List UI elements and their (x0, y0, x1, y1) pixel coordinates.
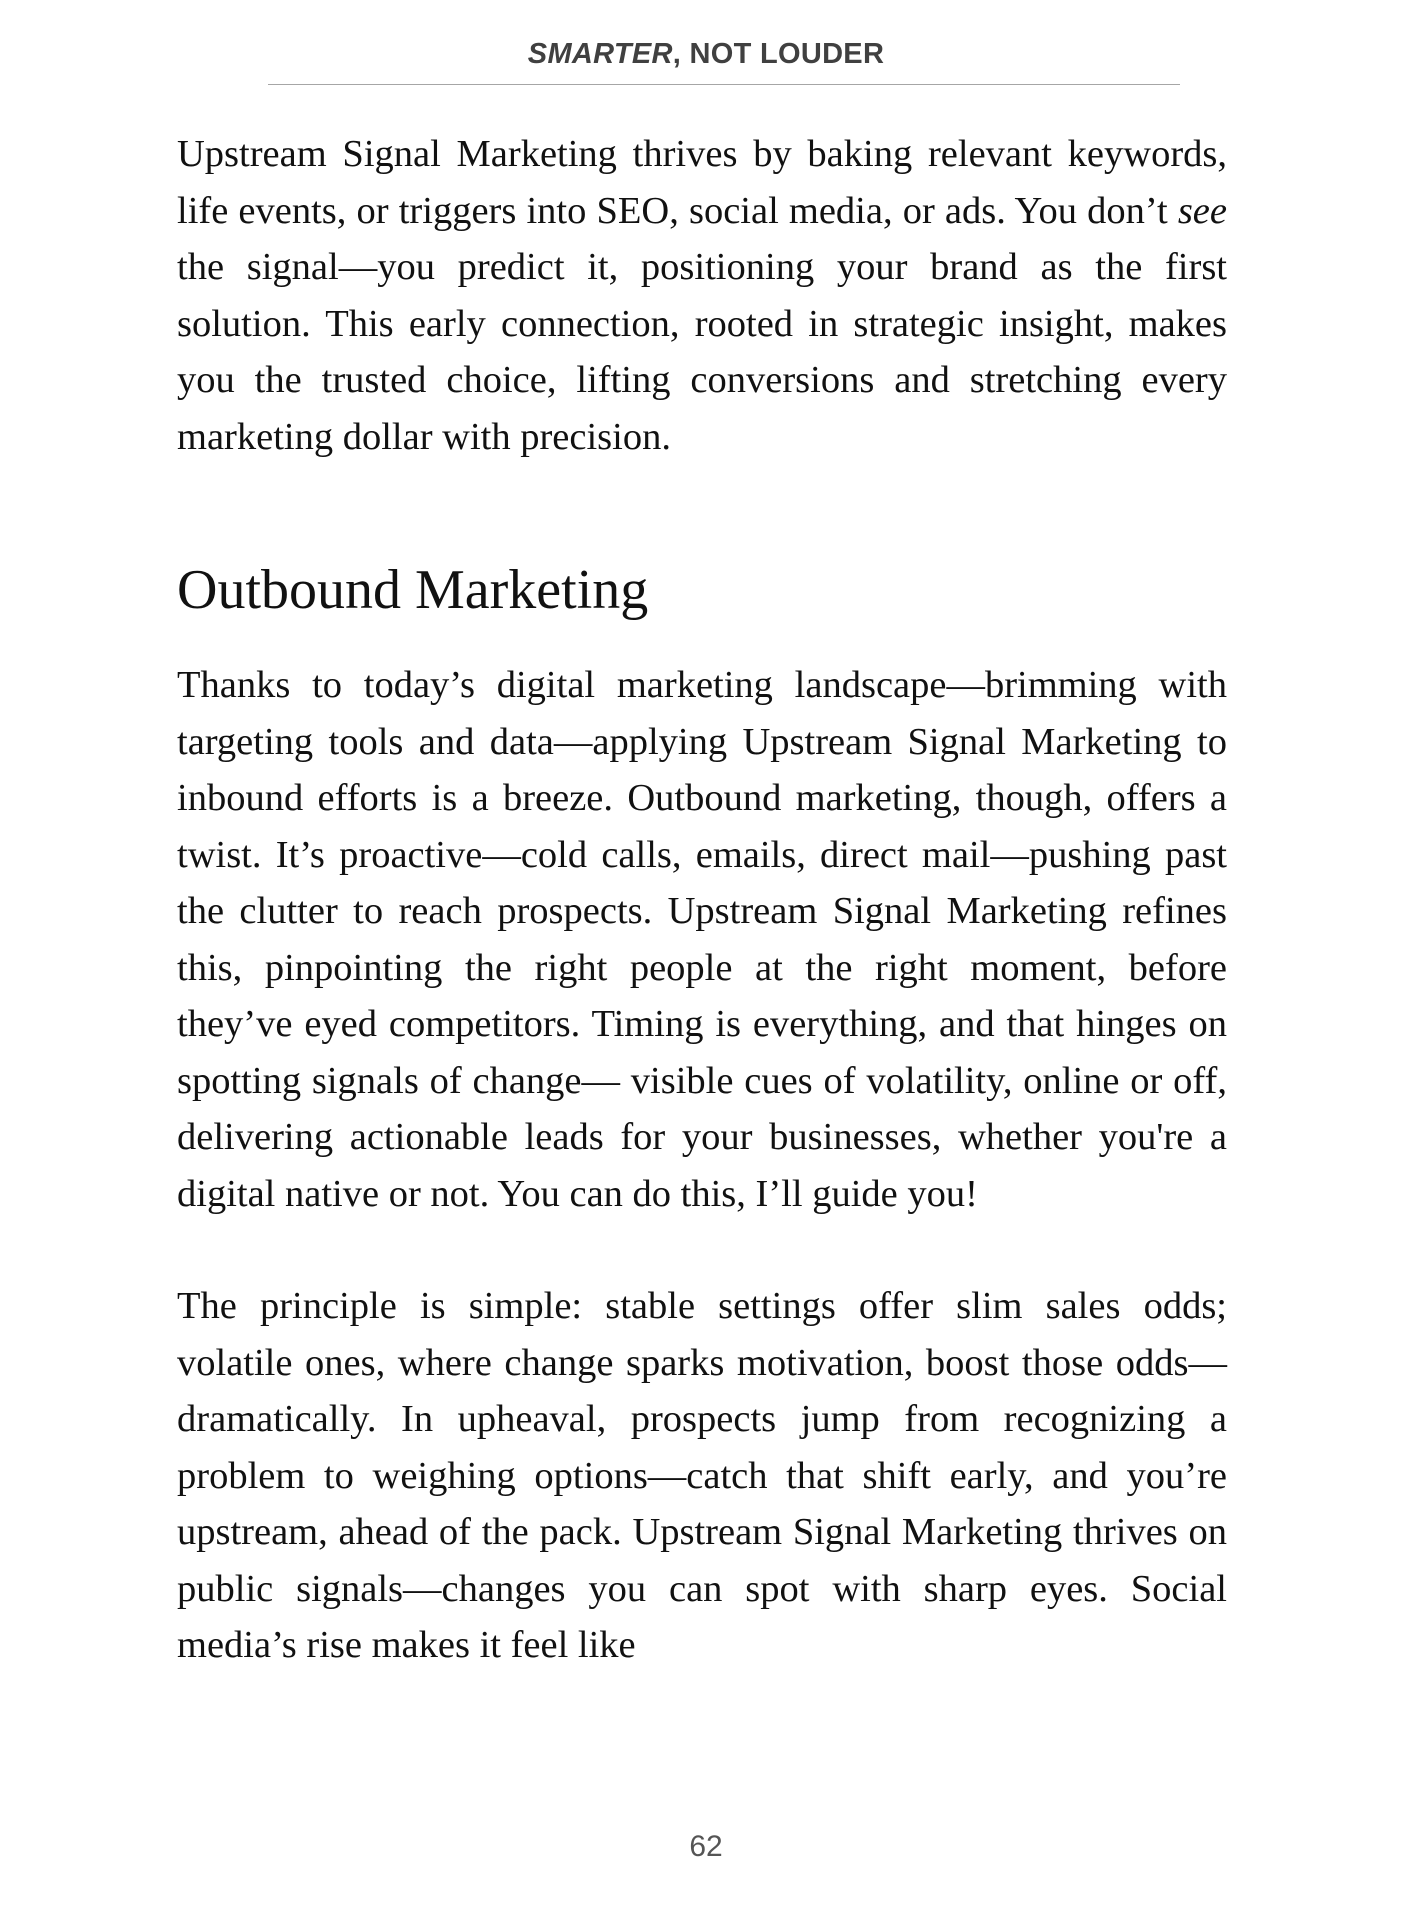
paragraph-1-text-a: Upstream Signal Marketing thrives by baking relevant keywords, life events, or triggers into SEO, social media, or ads. You don’t (177, 133, 1227, 232)
running-header-italic: SMARTER (527, 38, 673, 70)
running-header (0, 38, 1412, 71)
running-header-rest: , NOT LOUDER (672, 38, 885, 70)
paragraph-outbound-intro: Thanks to today’s digital marketing landscape—brimming with targeting tools and data—applying Upstream Signal Marketing to inbound efforts is a breeze. Outbound marketing, though, offers a twist. It’s proactive—cold calls, emails, direct mail—pushing past the clutter to reach prospects. Upstream Signal Marketing refines this, pinpointing the right people at the right moment, before they’ve eyed competitors. Timing is everything, and that hinges on spotting signals of change— visible cues of volatility, online or off, delivering actionable leads for your businesses, whether you're a digital native or not. You can do this, I’ll guide you! (177, 664, 1227, 1215)
page-body (177, 126, 1227, 1674)
paragraph-1-text-b: the signal—you predict it, positioning your brand as the first solution. This early connection, rooted in strategic insight, makes you the trusted choice, lifting conversions and stretching every marketing dollar with precision. (177, 246, 1227, 458)
section-heading: Outbound Marketing (177, 559, 649, 621)
page-number: 62 (689, 1830, 723, 1863)
header-divider (268, 84, 1180, 85)
paragraph-upstream-signal (177, 126, 1227, 465)
paragraph-1-italic: see (1177, 189, 1227, 232)
paragraph-principle: The principle is simple: stable settings offer slim sales odds; volatile ones, where change sparks motivation, boost those odds—dramatically. In upheaval, prospects jump from recognizing a problem to weighing options—catch that shift early, and you’re upstream, ahead of the pack. Upstream Signal Marketing thrives on public signals—changes you can spot with sharp eyes. Social media’s rise makes it feel like (177, 1285, 1227, 1666)
